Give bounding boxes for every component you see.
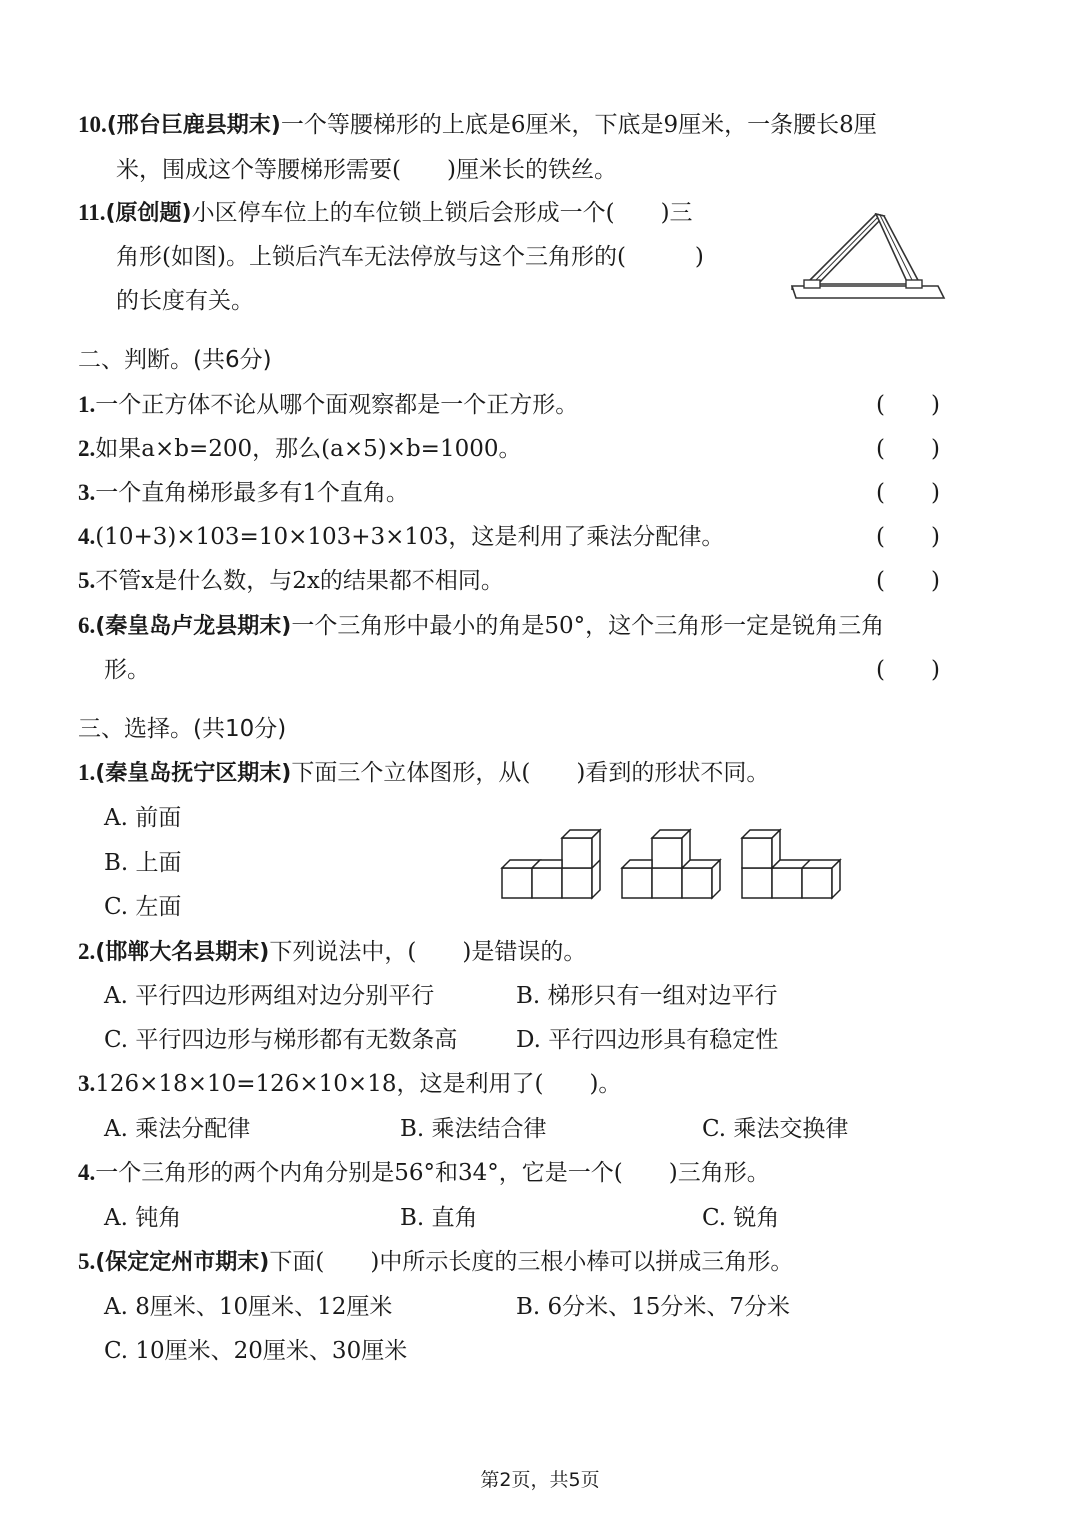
- judge-item-2: [78, 434, 522, 464]
- answer-blank[interactable]: ( ): [876, 480, 940, 506]
- option-c[interactable]: C. 平行四边形与梯形都有无数条高: [104, 1027, 458, 1053]
- option-b[interactable]: B. 乘法结合律: [400, 1116, 547, 1142]
- question-text: 下面( )中所示长度的三根小棒可以拼成三角形。: [269, 1249, 794, 1275]
- cube-figure-3: [740, 826, 852, 902]
- answer-blank[interactable]: ( ): [876, 657, 940, 683]
- judge-item-5: [78, 566, 504, 596]
- answer-blank[interactable]: ( ): [876, 568, 940, 594]
- question-number: 10.: [78, 112, 107, 137]
- option-a[interactable]: A. 前面: [104, 805, 182, 831]
- question-number: 11.: [78, 200, 106, 225]
- question-text: 126×18×10=126×10×18，这是利用了( )。: [95, 1071, 622, 1097]
- question-text: 一个三角形的两个内角分别是56°和34°，它是一个( )三角形。: [95, 1160, 770, 1186]
- question-11-line-3: 的长度有关。: [116, 288, 254, 314]
- option-b[interactable]: B. 上面: [104, 850, 182, 876]
- question-text: 不管x是什么数，与2x的结果都不相同。: [95, 568, 504, 594]
- judge-item-1: [78, 390, 578, 420]
- option-d[interactable]: D. 平行四边形具有稳定性: [516, 1027, 779, 1053]
- cube-figure-2: [620, 826, 732, 902]
- option-c[interactable]: C. 左面: [104, 894, 182, 920]
- choice-item-4: [78, 1158, 770, 1188]
- question-text: (10+3)×103=10×103+3×103，这是利用了乘法分配律。: [95, 524, 725, 550]
- answer-blank[interactable]: ( ): [876, 524, 940, 550]
- option-c[interactable]: C. 锐角: [702, 1205, 780, 1231]
- question-text: 一个等腰梯形的上底是6厘米，下底是9厘米，一条腰长8厘: [280, 112, 877, 138]
- question-text: 一个三角形中最小的角是50°，这个三角形一定是锐角三角: [291, 613, 885, 639]
- question-10-line-1: [78, 110, 877, 141]
- question-text: 一个正方体不论从哪个面观察都是一个正方形。: [95, 392, 579, 418]
- question-text: 下面三个立体图形，从( )看到的形状不同。: [291, 760, 770, 786]
- question-number: 1.: [78, 760, 96, 785]
- option-c[interactable]: C. 乘法交换律: [702, 1116, 849, 1142]
- question-number: 5.: [78, 1249, 96, 1274]
- option-a[interactable]: A. 8厘米、10厘米、12厘米: [104, 1294, 393, 1320]
- option-c[interactable]: C. 10厘米、20厘米、30厘米: [104, 1338, 408, 1364]
- question-text: 一个直角梯形最多有1个直角。: [95, 480, 409, 506]
- page-footer: 第2页，共5页: [480, 1469, 600, 1491]
- question-source-tag: (秦皇岛卢龙县期末): [95, 614, 292, 639]
- option-a[interactable]: A. 乘法分配律: [104, 1116, 251, 1142]
- judge-item-3: [78, 478, 409, 508]
- question-source-tag: (保定定州市期末): [95, 1250, 270, 1275]
- question-number: 4.: [78, 524, 96, 549]
- judge-item-4: [78, 522, 724, 552]
- question-number: 3.: [78, 480, 96, 505]
- question-text: 如果a×b=200，那么(a×5)×b=1000。: [95, 436, 522, 462]
- option-a[interactable]: A. 钝角: [104, 1205, 182, 1231]
- answer-blank[interactable]: ( ): [876, 392, 940, 418]
- question-11-line-2: 角形(如图)。上锁后汽车无法停放与这个三角形的( ): [116, 244, 704, 270]
- question-number: 6.: [78, 613, 96, 638]
- question-text: 下列说法中，( )是错误的。: [269, 939, 587, 965]
- question-source-tag: (邢台巨鹿县期末): [106, 113, 281, 138]
- choice-item-2: [78, 937, 586, 968]
- question-number: 2.: [78, 436, 96, 461]
- question-number: 2.: [78, 939, 96, 964]
- question-source-tag: (原创题): [105, 201, 192, 226]
- judge-item-6: [78, 611, 884, 642]
- question-number: 1.: [78, 392, 96, 417]
- choice-item-5: [78, 1247, 793, 1278]
- question-source-tag: (秦皇岛抚宁区期末): [95, 761, 292, 786]
- section-heading-judge: 二、判断。(共6分): [78, 347, 272, 373]
- option-b[interactable]: B. 梯形只有一组对边平行: [516, 983, 778, 1009]
- answer-blank[interactable]: ( ): [876, 436, 940, 462]
- question-10-line-2: 米，围成这个等腰梯形需要( )厘米长的铁丝。: [116, 157, 617, 183]
- question-number: 4.: [78, 1160, 96, 1185]
- option-b[interactable]: B. 直角: [400, 1205, 478, 1231]
- choice-item-3: [78, 1069, 621, 1099]
- question-number: 5.: [78, 568, 96, 593]
- section-heading-choice: 三、选择。(共10分): [78, 716, 287, 742]
- option-a[interactable]: A. 平行四边形两组对边分别平行: [104, 983, 435, 1009]
- option-b[interactable]: B. 6分米、15分米、7分米: [516, 1294, 791, 1320]
- parking-lock-figure: [788, 208, 948, 308]
- question-source-tag: (邯郸大名县期末): [95, 940, 270, 965]
- cube-figure-1: [500, 826, 612, 902]
- question-number: 3.: [78, 1071, 96, 1096]
- choice-item-1: [78, 758, 769, 789]
- question-11-line-1: [78, 198, 693, 229]
- question-text: 小区停车位上的车位锁上锁后会形成一个( )三: [191, 200, 693, 226]
- judge-item-6-line-2: 形。: [104, 657, 150, 683]
